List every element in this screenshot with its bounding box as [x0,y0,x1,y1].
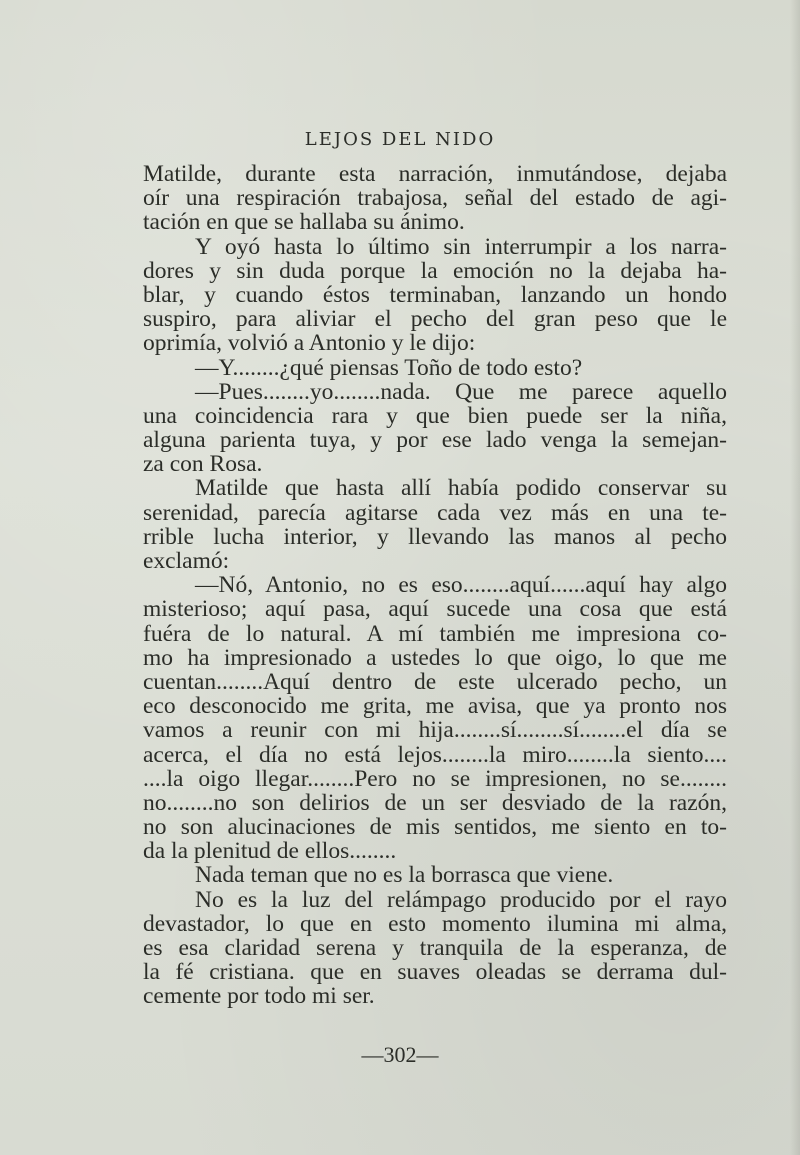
text-line: oprimía, volvió a Antonio y le dijo: [143,330,476,357]
page-edge-shadow [790,0,800,1155]
text-line: alguna parienta tuya, y por ese lado venga la semejan- [143,427,727,454]
text-line: cemente por todo mi ser. [143,983,375,1010]
text-line: vamos a reunir con mi hija........sí........sí........el día se [143,717,727,744]
text-line: da la plenitud de ellos........ [143,838,397,865]
text-line: mo ha impresionado a ustedes lo que oigo, lo que me [143,644,727,671]
text-line: exclamó: [143,548,230,574]
text-line: no son alucinaciones de mis sentidos, me siento en to- [143,814,727,841]
text-line: dores y sin duda porque la emoción no la dejaba ha- [143,257,727,284]
text-line: za con Rosa. [143,451,263,478]
text-line: devastador, lo que en esto momento ilumina mi alma, [143,910,727,937]
text-line: Matilde que hasta allí había podido conservar su [195,475,727,502]
text-line: ....la oigo llegar........Pero no se impresionen, no se........ [143,765,727,792]
text-line: Y oyó hasta lo último sin interrumpir a los narra- [195,233,727,260]
text-line: eco desconocido me grita, me avisa, que ya pronto nos [143,693,727,720]
text-line: rrible lucha interior, y llevando las manos al pecho [143,523,727,550]
text-line: es esa claridad serena y tranquila de la esperanza, de [143,935,727,961]
text-line: acerca, el día no está lejos........la miro........la siento.... [143,741,727,768]
text-line: tación en que se hallaba su ánimo. [143,209,465,236]
text-line: cuentan........Aquí dentro de este ulcerado pecho, un [143,668,727,695]
text-line: Matilde, durante esta narración, inmutándose, dejaba [143,161,727,187]
text-line: la fé cristiana. que en suaves oleadas se derrama dul- [143,959,727,986]
body-text [143,162,727,1009]
text-line: —Pues........yo........nada. Que me parece aquello [195,378,727,405]
text-line: blar, y cuando éstos terminaban, lanzando un hondo [143,281,727,308]
text-line: una coincidencia rara y que bien puede ser la niña, [143,402,727,429]
text-line: Nada teman que no es la borrasca que viene. [195,862,614,889]
text-line: serenidad, parecía agitarse cada vez más en una te- [143,499,727,526]
text-line: oír una respiración trabajosa, señal del estado de agi- [143,185,727,212]
text-line: No es la luz del relámpago producido por el rayo [195,886,727,913]
text-line: —Y........¿qué piensas Toño de todo esto? [195,354,583,381]
page-number: —302— [361,1042,439,1067]
text-line: suspiro, para aliviar el pecho del gran peso que le [143,306,727,333]
text-line: misterioso; aquí pasa, aquí sucede una cosa que está [143,596,727,623]
text-line: fuéra de lo natural. A mí también me impresiona co- [143,620,727,647]
running-head: LEJOS DEL NIDO [304,129,496,150]
text-line: —Nó, Antonio, no es eso........aquí......aquí hay algo [195,572,727,599]
text-line: no........no son delirios de un ser desviado de la razón, [143,789,727,816]
